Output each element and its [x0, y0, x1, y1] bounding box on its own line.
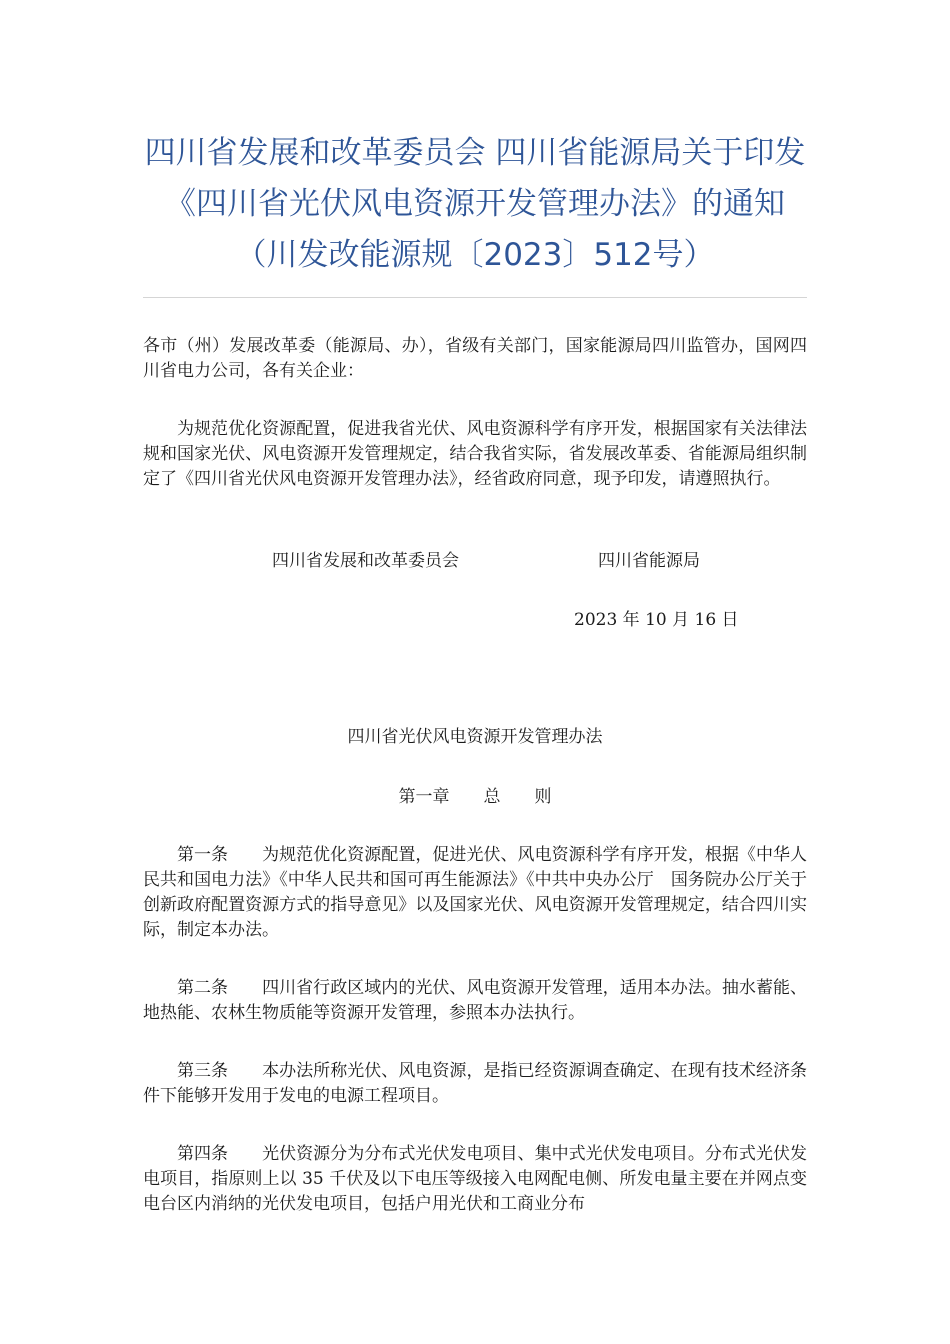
document-title: 四川省光伏风电资源开发管理办法: [347, 727, 603, 747]
notice-body: 为规范优化资源配置，促进我省光伏、风电资源科学有序开发，根据国家有关法律法规和国家光伏、风电资源开发管理规定，结合我省实际，省发展改革委、省能源局组织制定了《四川省光伏风电资源开发管理办法》，经省政府同意，现予印发，请遵照执行。: [143, 419, 807, 489]
title-line-2: 《四川省光伏风电资源开发管理办法》的通知: [165, 186, 785, 222]
article-2: [143, 976, 807, 1026]
notice-title: [143, 128, 807, 281]
chapter-number: 第一章: [398, 787, 450, 807]
title-divider: [143, 297, 807, 298]
article-text: 四川省行政区域内的光伏、风电资源开发管理，适用本办法。抽水蓄能、地热能、农林生物质能等资源开发管理，参照本办法执行。: [143, 978, 808, 1023]
title-line-1: 四川省发展和改革委员会 四川省能源局关于印发: [144, 135, 806, 171]
chapter-heading: [143, 785, 807, 810]
issue-date: 2023 年 10 月 16 日: [574, 610, 739, 630]
article-label: 第三条: [177, 1061, 229, 1081]
article-text: 光伏资源分为分布式光伏发电项目、集中式光伏发电项目。分布式光伏发电项目，指原则上以 35 千伏及以下电压等级接入电网配电侧、所发电量主要在并网点变电台区内消纳的光伏发电项目，包括户用光伏和工商业分布: [143, 1144, 808, 1214]
article-text: 为规范优化资源配置，促进光伏、风电资源科学有序开发，根据《中华人民共和国电力法》《中华人民共和国可再生能源法》《中共中央办公厅 国务院办公厅关于创新政府配置资源方式的指导意见》以及国家光伏、风电资源开发管理规定，结合四川实际，制定本办法。: [143, 845, 808, 940]
title-line-3: （川发改能源规〔2023〕512号）: [235, 237, 715, 273]
article-3: [143, 1059, 807, 1109]
chapter-title-char-1: 总: [483, 787, 501, 807]
article-label: 第一条: [177, 845, 229, 865]
article-label: 第二条: [177, 978, 229, 998]
addressees: 各市（州）发展改革委（能源局、办），省级有关部门，国家能源局四川监管办，国网四川省电力公司，各有关企业：: [143, 336, 807, 381]
article-1: [143, 843, 807, 943]
article-label: 第四条: [177, 1144, 229, 1164]
chapter-title-char-2: 则: [534, 787, 552, 807]
signatory-energy-bureau: 四川省能源局: [598, 551, 700, 571]
article-4: [143, 1142, 807, 1217]
signatory-ndrc: 四川省发展和改革委员会: [272, 551, 459, 571]
article-text: 本办法所称光伏、风电资源，是指已经资源调查确定、在现有技术经济条件下能够开发用于发电的电源工程项目。: [143, 1061, 808, 1106]
